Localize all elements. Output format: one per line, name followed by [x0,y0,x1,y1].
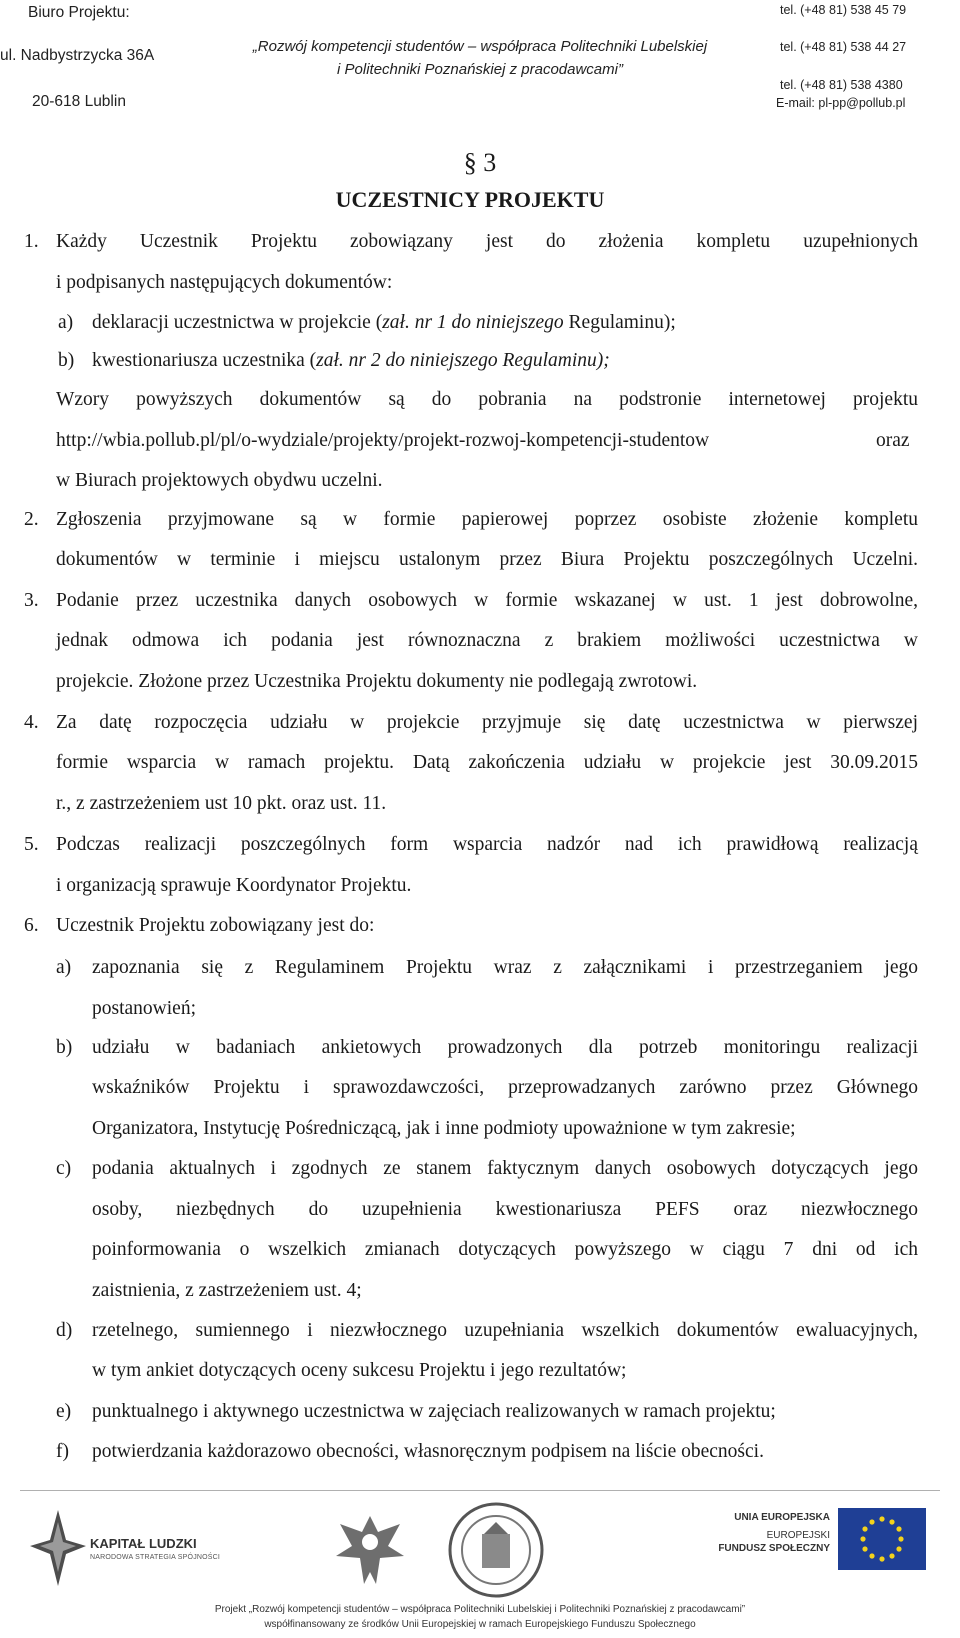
list-item-declaration: deklaracji uczestnictwa w projekcie (zał. nr 1 do niniejszego Regulaminu); [92,312,676,333]
kapital-ludzki-logo [28,1502,221,1598]
eu-line-2: EUROPEJSKI [766,1530,830,1541]
phone-3: tel. (+48 81) 538 4380 [780,78,903,92]
point-number: 4. [24,712,39,733]
lublin-university-eagle-icon [330,1502,410,1598]
list-item-questionnaire: kwestionariusza uczestnika (zał. nr 2 do niniejszego Regulaminu); [92,350,610,371]
text-line: formie wsparcia w ramach projektu. Datą zakończenia udziału w projekcie jest 30.09.2015 [56,752,918,773]
text-line: i podpisanych następujących dokumentów: [56,272,393,293]
office-street: ul. Nadbystrzycka 36A [0,47,155,64]
list-label: f) [56,1441,69,1462]
text-line: oraz [876,430,910,451]
point-number: 3. [24,590,39,611]
list-label: e) [56,1401,72,1422]
point-number: 2. [24,509,39,530]
text-line: zaistnienia, z zastrzeżeniem ust. 4; [92,1280,362,1301]
project-url-link[interactable]: http://wbia.pollub.pl/pl/o-wydziale/projekty/projekt-rozwoj-kompetencji-studentow [56,430,710,451]
point-number: 6. [24,915,39,936]
text-line: postanowień; [92,998,196,1019]
text-line: Wzory powyższych dokumentów są do pobrania na podstronie internetowej projektu [56,389,918,410]
text-line: Uczestnik Projektu zobowiązany jest do: [56,915,375,936]
text-line: Każdy Uczestnik Projektu zobowiązany jest do złożenia kompletu uzupełnionych [56,231,918,252]
phone-2: tel. (+48 81) 538 44 27 [780,40,907,54]
text-line: Podczas realizacji poszczególnych form wsparcia nadzór nad ich prawidłową realizacją [56,834,918,855]
text-line: w tym ankiet dotyczących oceny sukcesu Projektu i jego rezultatów; [92,1360,627,1381]
eu-logo [712,1508,932,1600]
text-line: poinformowania o wszelkich zmianach dotyczących powyższego w ciągu 7 dni od ich [92,1239,918,1260]
list-label: a) [56,957,72,978]
footer-divider [20,1490,940,1491]
text-line: Za datę rozpoczęcia udziału w projekcie przyjmuje się datę uczestnictwa w pierwszej [56,712,918,733]
text-line: w Biurach projektowych obydwu uczelni. [56,470,383,491]
text-line: projekcie. Złożone przez Uczestnika Projektu dokumenty nie podlegają zwrotowi. [56,671,698,692]
office-city: 20-618 Lublin [32,93,126,110]
list-label: d) [56,1320,73,1341]
list-label: b) [56,1037,73,1058]
text-line: punktualnego i aktywnego uczestnictwa w zajęciach realizowanych w ramach projektu; [92,1401,776,1422]
footer-note-line1: Projekt „Rozwój kompetencji studentów – współpraca Politechniki Lubelskiej i Politechniki Poznańskiej z pracodawcami” [214,1604,746,1615]
poznan-university-seal-icon [446,1500,546,1600]
text-line: udziału w badaniach ankietowych prowadzonych dla potrzeb monitoringu realizacji [92,1037,918,1058]
project-title-line1: „Rozwój kompetencji studentów – współpraca Politechniki Lubelskiej [252,38,708,55]
text-line: dokumentów w terminie i miejscu ustalonym przez Biura Projektu poszczególnych Uczelni. [56,549,918,570]
point-number: 5. [24,834,39,855]
text-line: Podanie przez uczestnika danych osobowych w formie wskazanej w ust. 1 jest dobrowolne, [56,590,918,611]
office-label: Biuro Projektu: [28,4,130,21]
list-label: b) [58,350,75,371]
kapital-ludzki-subtitle: NARODOWA STRATEGIA SPÓJNOŚCI [90,1554,221,1561]
text-line: potwierdzania każdorazowo obecności, własnoręcznym podpisem na liście obecności. [92,1441,764,1462]
section-symbol: § 3 [463,148,497,177]
footer-note-line2: współfinansowany ze środków Unii Europejskiej w ramach Europejskiego Funduszu Społecznego [264,1619,696,1630]
text-line: wskaźników Projektu i sprawozdawczości, przeprowadzanych zarówno przez Głównego [92,1077,918,1098]
text-line: Organizatora, Instytucję Pośredniczącą, jak i inne podmioty upoważnione w tym zakresie; [92,1118,796,1139]
point-number: 1. [24,231,39,252]
text-line: Zgłoszenia przyjmowane są w formie papierowej poprzez osobiste złożenie kompletu [56,509,918,530]
text-line: i organizacją sprawuje Koordynator Projektu. [56,875,412,896]
list-label: a) [58,312,74,333]
text-line: zapoznania się z Regulaminem Projektu wraz z załącznikami i przestrzeganiem jego [92,957,918,978]
text-line: podania aktualnych i zgodnych ze stanem faktycznym danych osobowych dotyczących jego [92,1158,918,1179]
section-title: UCZESTNICY PROJEKTU [335,187,605,212]
eu-flag-icon [838,1508,926,1570]
text-line: r., z zastrzeżeniem ust 10 pkt. oraz ust. 11. [56,793,387,814]
text-line: rzetelnego, sumiennego i niezwłocznego uzupełniania wszelkich dokumentów ewaluacyjnych, [92,1320,918,1341]
text-line: osoby, niezbędnych do uzupełnienia kwestionariusza PEFS oraz niezwłocznego [92,1199,918,1220]
phone-1: tel. (+48 81) 538 45 79 [780,3,907,17]
text-line: jednak odmowa ich podania jest równoznaczna z brakiem możliwości uczestnictwa w [56,630,918,651]
project-title-line2: i Politechniki Poznańskiej z pracodawcami” [337,61,623,78]
eu-line-3: FUNDUSZ SPOŁECZNY [718,1543,830,1554]
list-label: c) [56,1158,72,1179]
eu-line-1: UNIA EUROPEJSKA [734,1512,830,1523]
email-link[interactable]: E-mail: pl-pp@pollub.pl [776,96,906,110]
kapital-ludzki-title: KAPITAŁ LUDZKI [90,1536,197,1551]
kapital-ludzki-star-icon [28,1502,88,1598]
